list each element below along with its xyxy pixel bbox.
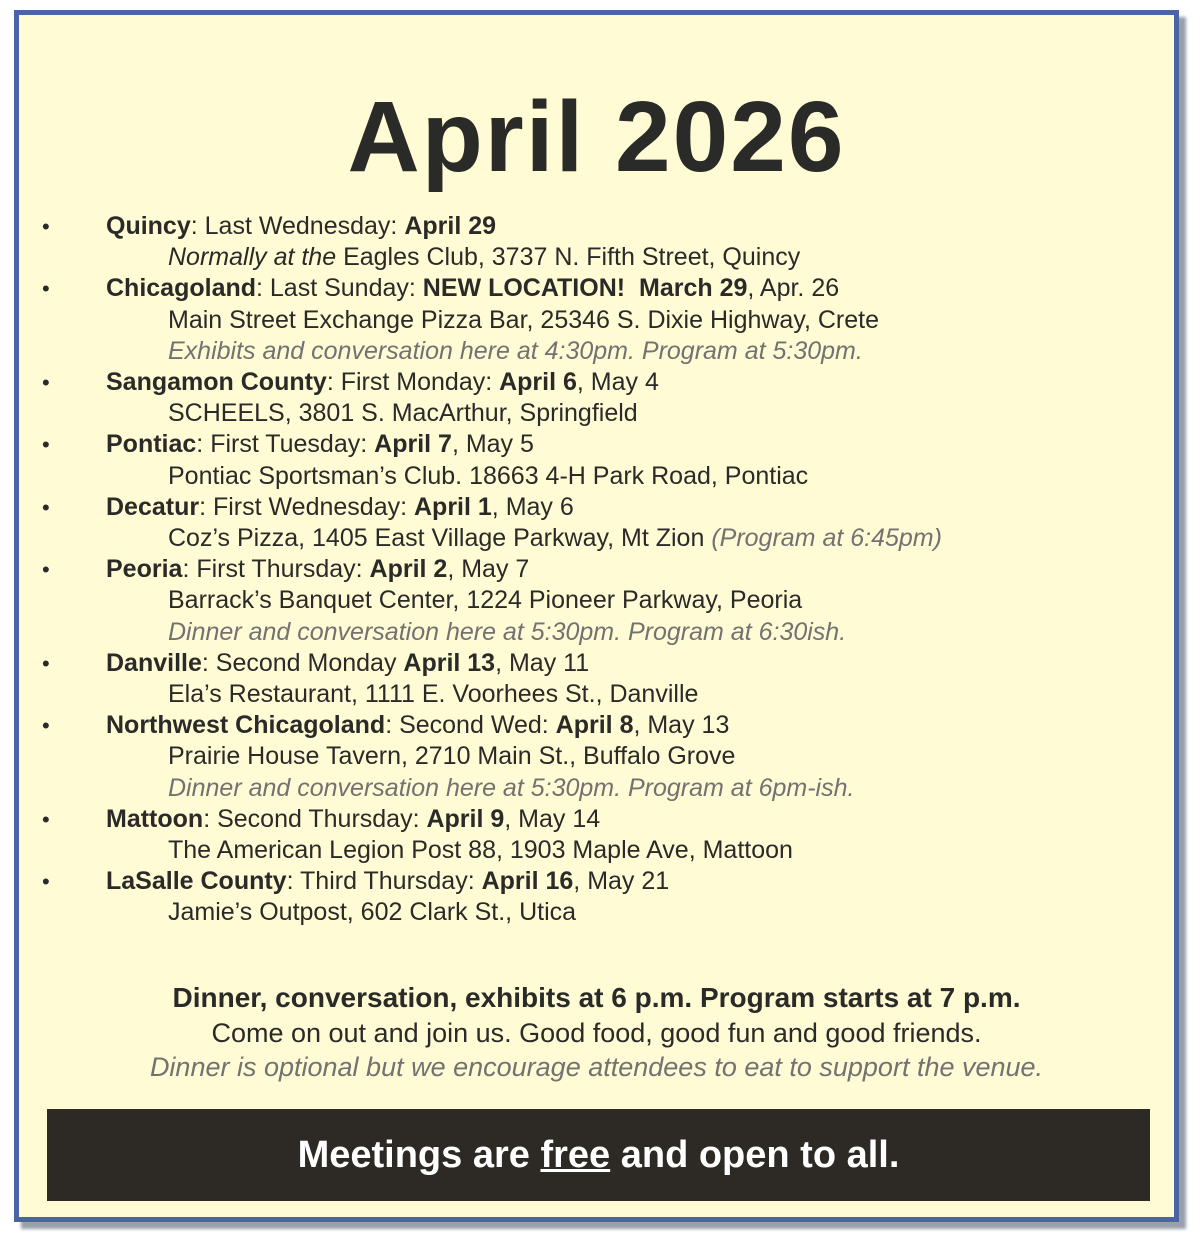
meeting-date: April 1 bbox=[414, 492, 492, 521]
bullet-icon: • bbox=[42, 214, 50, 239]
bullet-icon: • bbox=[42, 557, 50, 583]
bullet-icon: • bbox=[42, 276, 50, 302]
meeting-item bbox=[19, 648, 1174, 679]
bullet-icon: • bbox=[42, 370, 50, 395]
meeting-note: Dinner and conversation here at 5:30pm. Program at 6:30ish. bbox=[168, 617, 847, 646]
meeting-name: LaSalle County bbox=[106, 867, 287, 896]
footer-invite: Come on out and join us. Good food, good fun and good friends. bbox=[211, 1018, 982, 1048]
meeting-item bbox=[19, 492, 1174, 523]
meeting-heading bbox=[106, 710, 729, 741]
meeting-next-date: , May 11 bbox=[495, 648, 590, 677]
address-text: Eagles Club, 3737 N. Fifth Street, Quincy bbox=[336, 243, 801, 272]
meeting-date: April 6 bbox=[499, 368, 577, 396]
meeting-heading bbox=[106, 804, 600, 835]
address-text: Coz’s Pizza, 1405 East Village Parkway, Mt Zion bbox=[168, 524, 712, 552]
bullet-icon: • bbox=[42, 432, 50, 458]
bullet-icon: • bbox=[42, 650, 50, 676]
bullet-icon: • bbox=[42, 713, 50, 739]
meeting-date: April 2 bbox=[369, 555, 448, 584]
meeting-item bbox=[19, 211, 1174, 242]
address-text: The American Legion Post 88, 1903 Maple Ave, Mattoon bbox=[168, 836, 793, 864]
page-title: April 2026 bbox=[347, 81, 846, 193]
meeting-heading bbox=[106, 554, 529, 585]
meeting-address bbox=[168, 398, 638, 429]
meeting-schedule: : First Monday: bbox=[326, 368, 500, 396]
meeting-heading bbox=[106, 273, 839, 304]
meeting-address bbox=[168, 585, 802, 616]
meeting-address bbox=[168, 461, 808, 492]
address-text: SCHEELS, 3801 S. MacArthur, Springfield bbox=[168, 399, 638, 428]
meeting-note: Dinner and conversation here at 5:30pm. Program at 6pm-ish. bbox=[168, 773, 855, 802]
meeting-schedule: : Last Sunday: bbox=[256, 274, 423, 303]
meeting-next-date: , May 14 bbox=[504, 804, 601, 833]
meeting-name: Quincy bbox=[106, 212, 191, 240]
meeting-schedule: : First Wednesday: bbox=[199, 492, 414, 521]
meeting-heading bbox=[106, 367, 659, 398]
meeting-address bbox=[168, 305, 879, 336]
spacer bbox=[625, 274, 639, 302]
footer-note: Dinner is optional but we encourage attendees to eat to support the venue. bbox=[149, 1052, 1044, 1082]
meeting-heading bbox=[106, 211, 496, 242]
meeting-next-date: , Apr. 26 bbox=[747, 274, 840, 303]
address-text: Prairie House Tavern, 2710 Main St., Buffalo Grove bbox=[168, 742, 736, 771]
address-prefix: Normally at the bbox=[168, 243, 337, 272]
meeting-item bbox=[19, 554, 1174, 585]
meeting-name: Peoria bbox=[106, 555, 183, 584]
banner-free-underlined: free bbox=[540, 1134, 611, 1176]
meeting-note: Exhibits and conversation here at 4:30pm. Program at 5:30pm. bbox=[168, 336, 863, 365]
meeting-address bbox=[168, 523, 942, 554]
bullet-icon: • bbox=[42, 806, 50, 832]
meeting-schedule: : Last Wednesday: bbox=[190, 212, 405, 240]
address-text: Barrack’s Banquet Center, 1224 Pioneer Parkway, Peoria bbox=[168, 586, 803, 615]
meeting-schedule: : Second Wed: bbox=[385, 711, 556, 740]
meeting-date: March 29 bbox=[639, 274, 748, 303]
meeting-date: April 9 bbox=[426, 804, 505, 833]
address-text: Main Street Exchange Pizza Bar, 25346 S. Dixie Highway, Crete bbox=[168, 305, 879, 334]
free-meetings-banner bbox=[47, 1109, 1150, 1201]
meeting-heading bbox=[106, 648, 589, 679]
meeting-date: April 13 bbox=[403, 648, 496, 677]
meeting-next-date: , May 5 bbox=[451, 430, 534, 459]
meeting-address bbox=[168, 242, 800, 273]
meeting-address bbox=[168, 741, 735, 772]
meeting-schedule: : Second Monday bbox=[201, 648, 404, 677]
footer-schedule: Dinner, conversation, exhibits at 6 p.m. Program starts at 7 p.m. bbox=[172, 982, 1021, 1013]
meeting-name: Chicagoland bbox=[106, 274, 257, 303]
meeting-schedule: : Second Thursday: bbox=[203, 804, 427, 833]
meeting-next-date: , May 13 bbox=[633, 711, 730, 740]
meeting-heading bbox=[106, 492, 574, 523]
meeting-schedule: : First Tuesday: bbox=[196, 430, 375, 459]
meeting-item bbox=[19, 273, 1174, 304]
meeting-date: April 7 bbox=[374, 430, 452, 459]
meeting-item bbox=[19, 710, 1174, 741]
meeting-item bbox=[19, 367, 1174, 398]
meeting-address bbox=[168, 897, 576, 928]
meeting-name: Decatur bbox=[106, 492, 200, 521]
address-text: Pontiac Sportsman’s Club. 18663 4-H Park Road, Pontiac bbox=[168, 461, 809, 490]
meeting-item bbox=[19, 804, 1174, 835]
meeting-notice: NEW LOCATION! bbox=[422, 274, 626, 303]
meeting-date: April 29 bbox=[404, 212, 497, 240]
meeting-date: April 16 bbox=[481, 867, 574, 896]
address-text: Ela’s Restaurant, 1111 E. Voorhees St., Danville bbox=[168, 680, 699, 708]
address-text: Jamie’s Outpost, 602 Clark St., Utica bbox=[168, 898, 577, 927]
meeting-name: Northwest Chicagoland bbox=[106, 711, 386, 740]
meeting-name: Sangamon County bbox=[106, 368, 327, 396]
address-note: (Program at 6:45pm) bbox=[711, 524, 942, 552]
meeting-name: Pontiac bbox=[106, 430, 197, 459]
meeting-name: Danville bbox=[106, 648, 202, 677]
meeting-item bbox=[19, 429, 1174, 460]
meeting-schedule: : First Thursday: bbox=[182, 555, 370, 584]
meeting-flyer bbox=[14, 10, 1179, 1222]
banner-text-before: Meetings are bbox=[297, 1134, 541, 1176]
meeting-address bbox=[168, 679, 698, 710]
meeting-heading bbox=[106, 429, 534, 460]
meeting-address bbox=[168, 835, 793, 866]
bullet-icon: • bbox=[42, 494, 50, 520]
meeting-schedule: : Third Thursday: bbox=[286, 867, 482, 896]
meeting-next-date: , May 7 bbox=[447, 555, 530, 584]
bullet-icon: • bbox=[42, 869, 50, 895]
meeting-next-date: , May 6 bbox=[491, 492, 574, 521]
banner-text-after: and open to all. bbox=[610, 1134, 900, 1176]
meeting-date: April 8 bbox=[555, 711, 634, 740]
meeting-heading bbox=[106, 866, 669, 897]
meeting-next-date: , May 21 bbox=[573, 867, 670, 896]
meeting-name: Mattoon bbox=[106, 804, 204, 833]
meeting-item bbox=[19, 866, 1174, 897]
meeting-next-date: , May 4 bbox=[576, 368, 659, 396]
